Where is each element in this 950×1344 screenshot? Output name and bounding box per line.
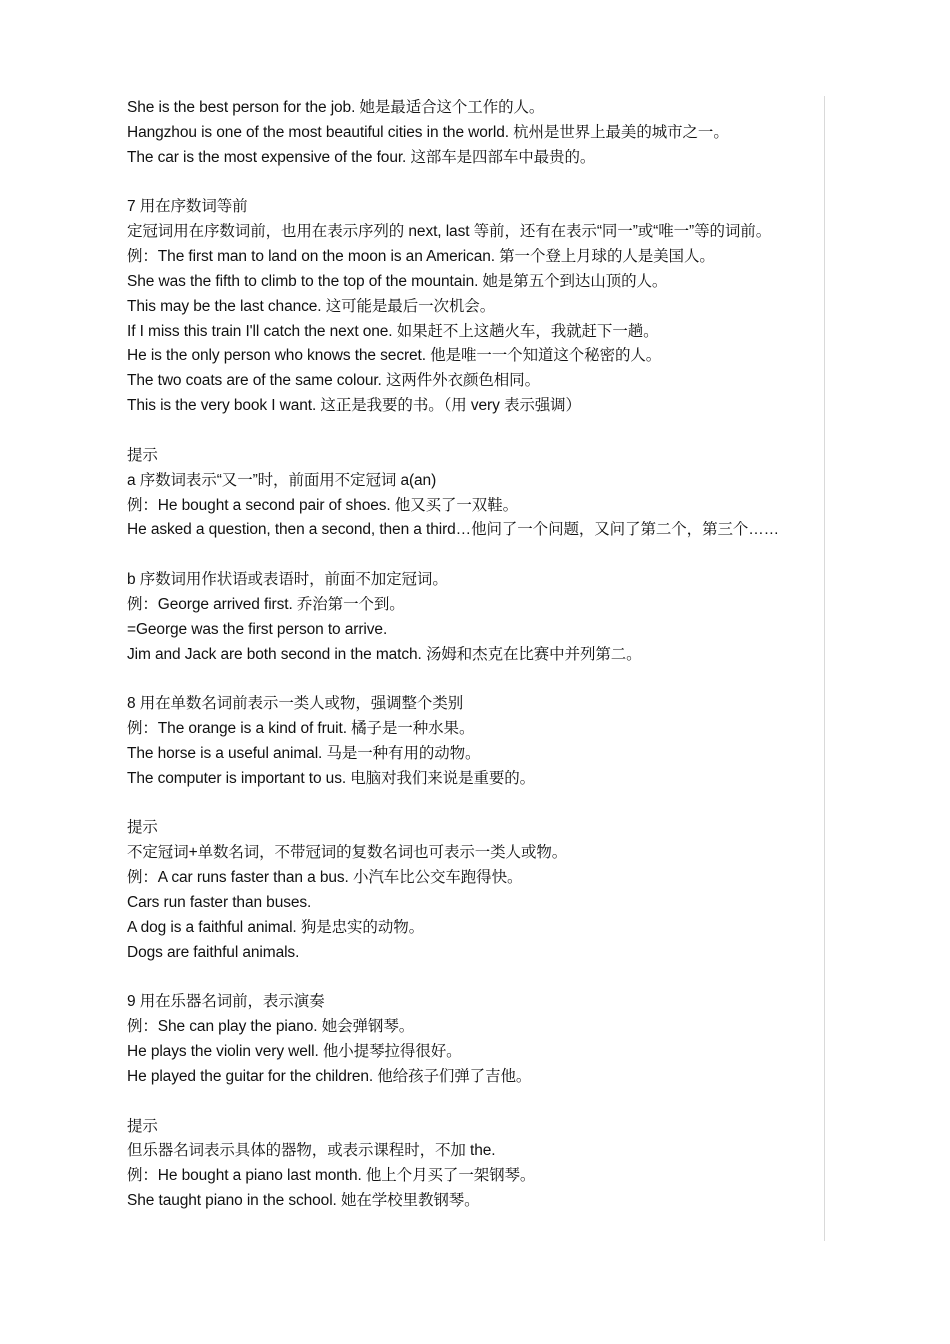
text-line: She taught piano in the school. 她在学校里教钢琴。 <box>127 1192 480 1210</box>
text-line: He played the guitar for the children. 他给孩子们弹了吉他。 <box>127 1067 532 1085</box>
paragraph-gap <box>127 1090 827 1115</box>
text-line: 例：The first man to land on the moon is an American. 第一个登上月球的人是美国人。 <box>127 248 715 266</box>
section-heading: 7 用在序数词等前 <box>127 198 248 216</box>
text-line: He asked a question, then a second, then a third…他问了一个问题，又问了第二个，第三个…… <box>127 521 780 539</box>
text-line: She is the best person for the job. 她是最适合这个工作的人。 <box>127 99 545 116</box>
text-line: 不定冠词+单数名词，不带冠词的复数名词也可表示一类人或物。 <box>127 844 568 862</box>
tip-heading: 提示 <box>127 819 158 837</box>
text-line: A dog is a faithful animal. 狗是忠实的动物。 <box>127 918 425 936</box>
text-line: He plays the violin very well. 他小提琴拉得很好。 <box>127 1043 462 1061</box>
text-line: 例：He bought a piano last month. 他上个月买了一架钢琴。 <box>127 1167 536 1185</box>
text-line: 例：She can play the piano. 她会弹钢琴。 <box>127 1018 415 1036</box>
paragraph-gap <box>127 419 827 444</box>
text-line: This may be the last chance. 这可能是最后一次机会。 <box>127 297 496 315</box>
text-line: This is the very book I want. 这正是我要的书。（用 very 表示强调） <box>127 397 581 415</box>
section-heading: 8 用在单数名词前表示一类人或物，强调整个类别 <box>127 695 464 713</box>
text-line: 定冠词用在序数词前，也用在表示序列的 next, last 等前，还有在表示“同一”或“唯一”等的词前。 <box>127 223 772 241</box>
text-line: =George was the first person to arrive. <box>127 620 388 638</box>
paragraph-gap <box>127 966 827 991</box>
paragraph-gap <box>127 171 827 196</box>
text-line: The horse is a useful animal. 马是一种有用的动物。 <box>127 744 481 762</box>
text-line: Jim and Jack are both second in the match. 汤姆和杰克在比赛中并列第二。 <box>127 645 642 663</box>
text-line: Cars run faster than buses. <box>127 894 312 911</box>
text-line: 例：The orange is a kind of fruit. 橘子是一种水果。 <box>127 720 475 738</box>
text-line: 例：A car runs faster than a bus. 小汽车比公交车跑得快。 <box>127 869 523 887</box>
text-line: b 序数词用作状语或表语时，前面不加定冠词。 <box>127 571 448 589</box>
tip-heading: 提示 <box>127 446 158 464</box>
text-line: 例：He bought a second pair of shoes. 他又买了一双鞋。 <box>127 496 519 514</box>
text-line: Hangzhou is one of the most beautiful cities in the world. 杭州是世界上最美的城市之一。 <box>127 123 729 141</box>
text-line: He is the only person who knows the secret. 他是唯一一个知道这个秘密的人。 <box>127 347 662 365</box>
text-line: The computer is important to us. 电脑对我们来说是重要的。 <box>127 769 536 787</box>
text-line: The car is the most expensive of the four. 这部车是四部车中最贵的。 <box>127 148 596 166</box>
document-body <box>127 96 827 1214</box>
tip-heading: 提示 <box>127 1117 158 1135</box>
section-heading: 9 用在乐器名词前，表示演奏 <box>127 993 325 1011</box>
text-line: 但乐器名词表示具体的器物，或表示课程时，不加 the. <box>127 1142 496 1160</box>
text-line: Dogs are faithful animals. <box>127 943 300 961</box>
paragraph-gap <box>127 543 827 568</box>
text-line: 例：George arrived first. 乔治第一个到。 <box>127 595 405 613</box>
text-line: The two coats are of the same colour. 这两件外衣颜色相同。 <box>127 372 540 390</box>
text-line: If I miss this train I'll catch the next one. 如果赶不上这趟火车，我就赶下一趟。 <box>127 322 659 340</box>
text-line: She was the fifth to climb to the top of the mountain. 她是第五个到达山顶的人。 <box>127 272 668 290</box>
text-line: a 序数词表示“又一”时，前面用不定冠词 a(an) <box>127 471 437 489</box>
paragraph-gap <box>127 792 827 817</box>
paragraph-gap <box>127 667 827 692</box>
